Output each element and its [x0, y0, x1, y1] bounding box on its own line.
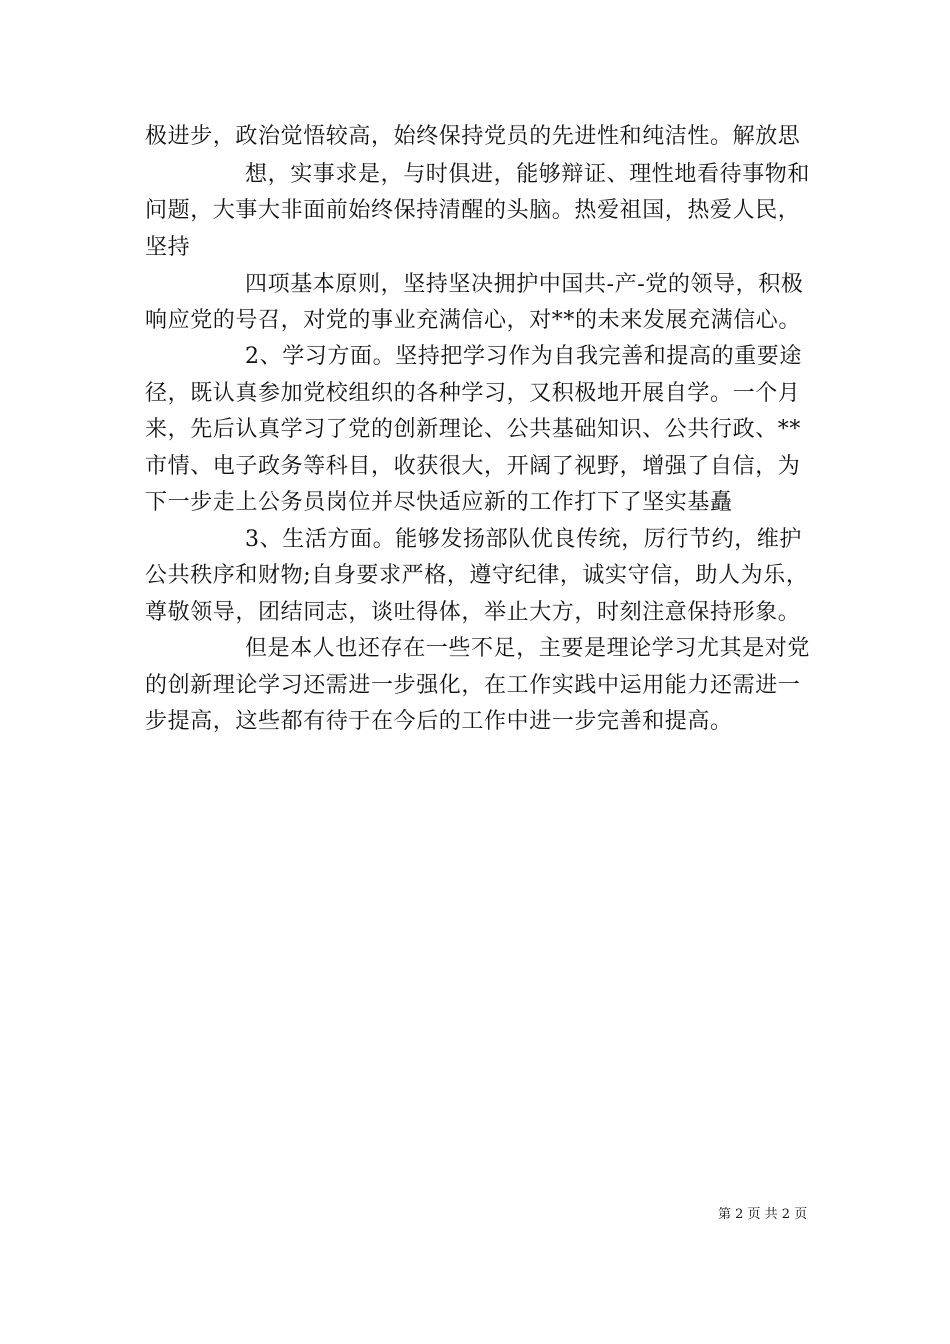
text-line: 市情、电子政务等科目，收获很大，开阔了视野，增强了自信，为 — [145, 454, 801, 479]
text-line: 3、生活方面。能够发扬部队优良传统，厉行节约，维护 — [245, 527, 802, 552]
text-line: 的创新理论学习还需进一步强化，在工作实践中运用能力还需进一 — [145, 673, 801, 698]
text-line: 四项基本原则，坚持坚决拥护中国共-产-党的领导，积极 — [245, 272, 804, 297]
page-number: 第 2 页 共 2 页 — [718, 1207, 808, 1222]
text-line: 下一步走上公务员岗位并尽快适应新的工作打下了坚实基矗 — [145, 490, 733, 515]
text-line: 响应党的号召，对党的事业充满信心，对**的未来发展充满信心。 — [145, 308, 802, 333]
text-line: 问题，大事大非面前始终保持清醒的头脑。热爱祖国，热爱人民， — [145, 198, 801, 223]
text-line: 坚持 — [145, 235, 191, 260]
text-line: 但是本人也还存在一些不足，主要是理论学习尤其是对党 — [245, 636, 811, 661]
text-line: 极进步，政治觉悟较高，始终保持党员的先进性和纯洁性。解放思 — [145, 124, 801, 149]
text-line: 2、学习方面。坚持把学习作为自我完善和提高的重要途 — [245, 344, 802, 369]
text-line: 尊敬领导，团结同志，谈吐得体，举止大方，时刻注意保持形象。 — [145, 600, 801, 625]
text-line: 想，实事求是，与时俱进，能够辩证、理性地看待事物和 — [245, 162, 811, 187]
text-line: 径，既认真参加党校组织的各种学习，又积极地开展自学。一个月 — [145, 381, 801, 406]
text-line: 公共秩序和财物;自身要求严格，遵守纪律，诚实守信，助人为乐， — [145, 563, 809, 588]
text-line: 步提高，这些都有待于在今后的工作中进一步完善和提高。 — [145, 709, 733, 734]
text-line: 来，先后认真学习了党的创新理论、公共基础知识、公共行政、** — [145, 417, 802, 442]
